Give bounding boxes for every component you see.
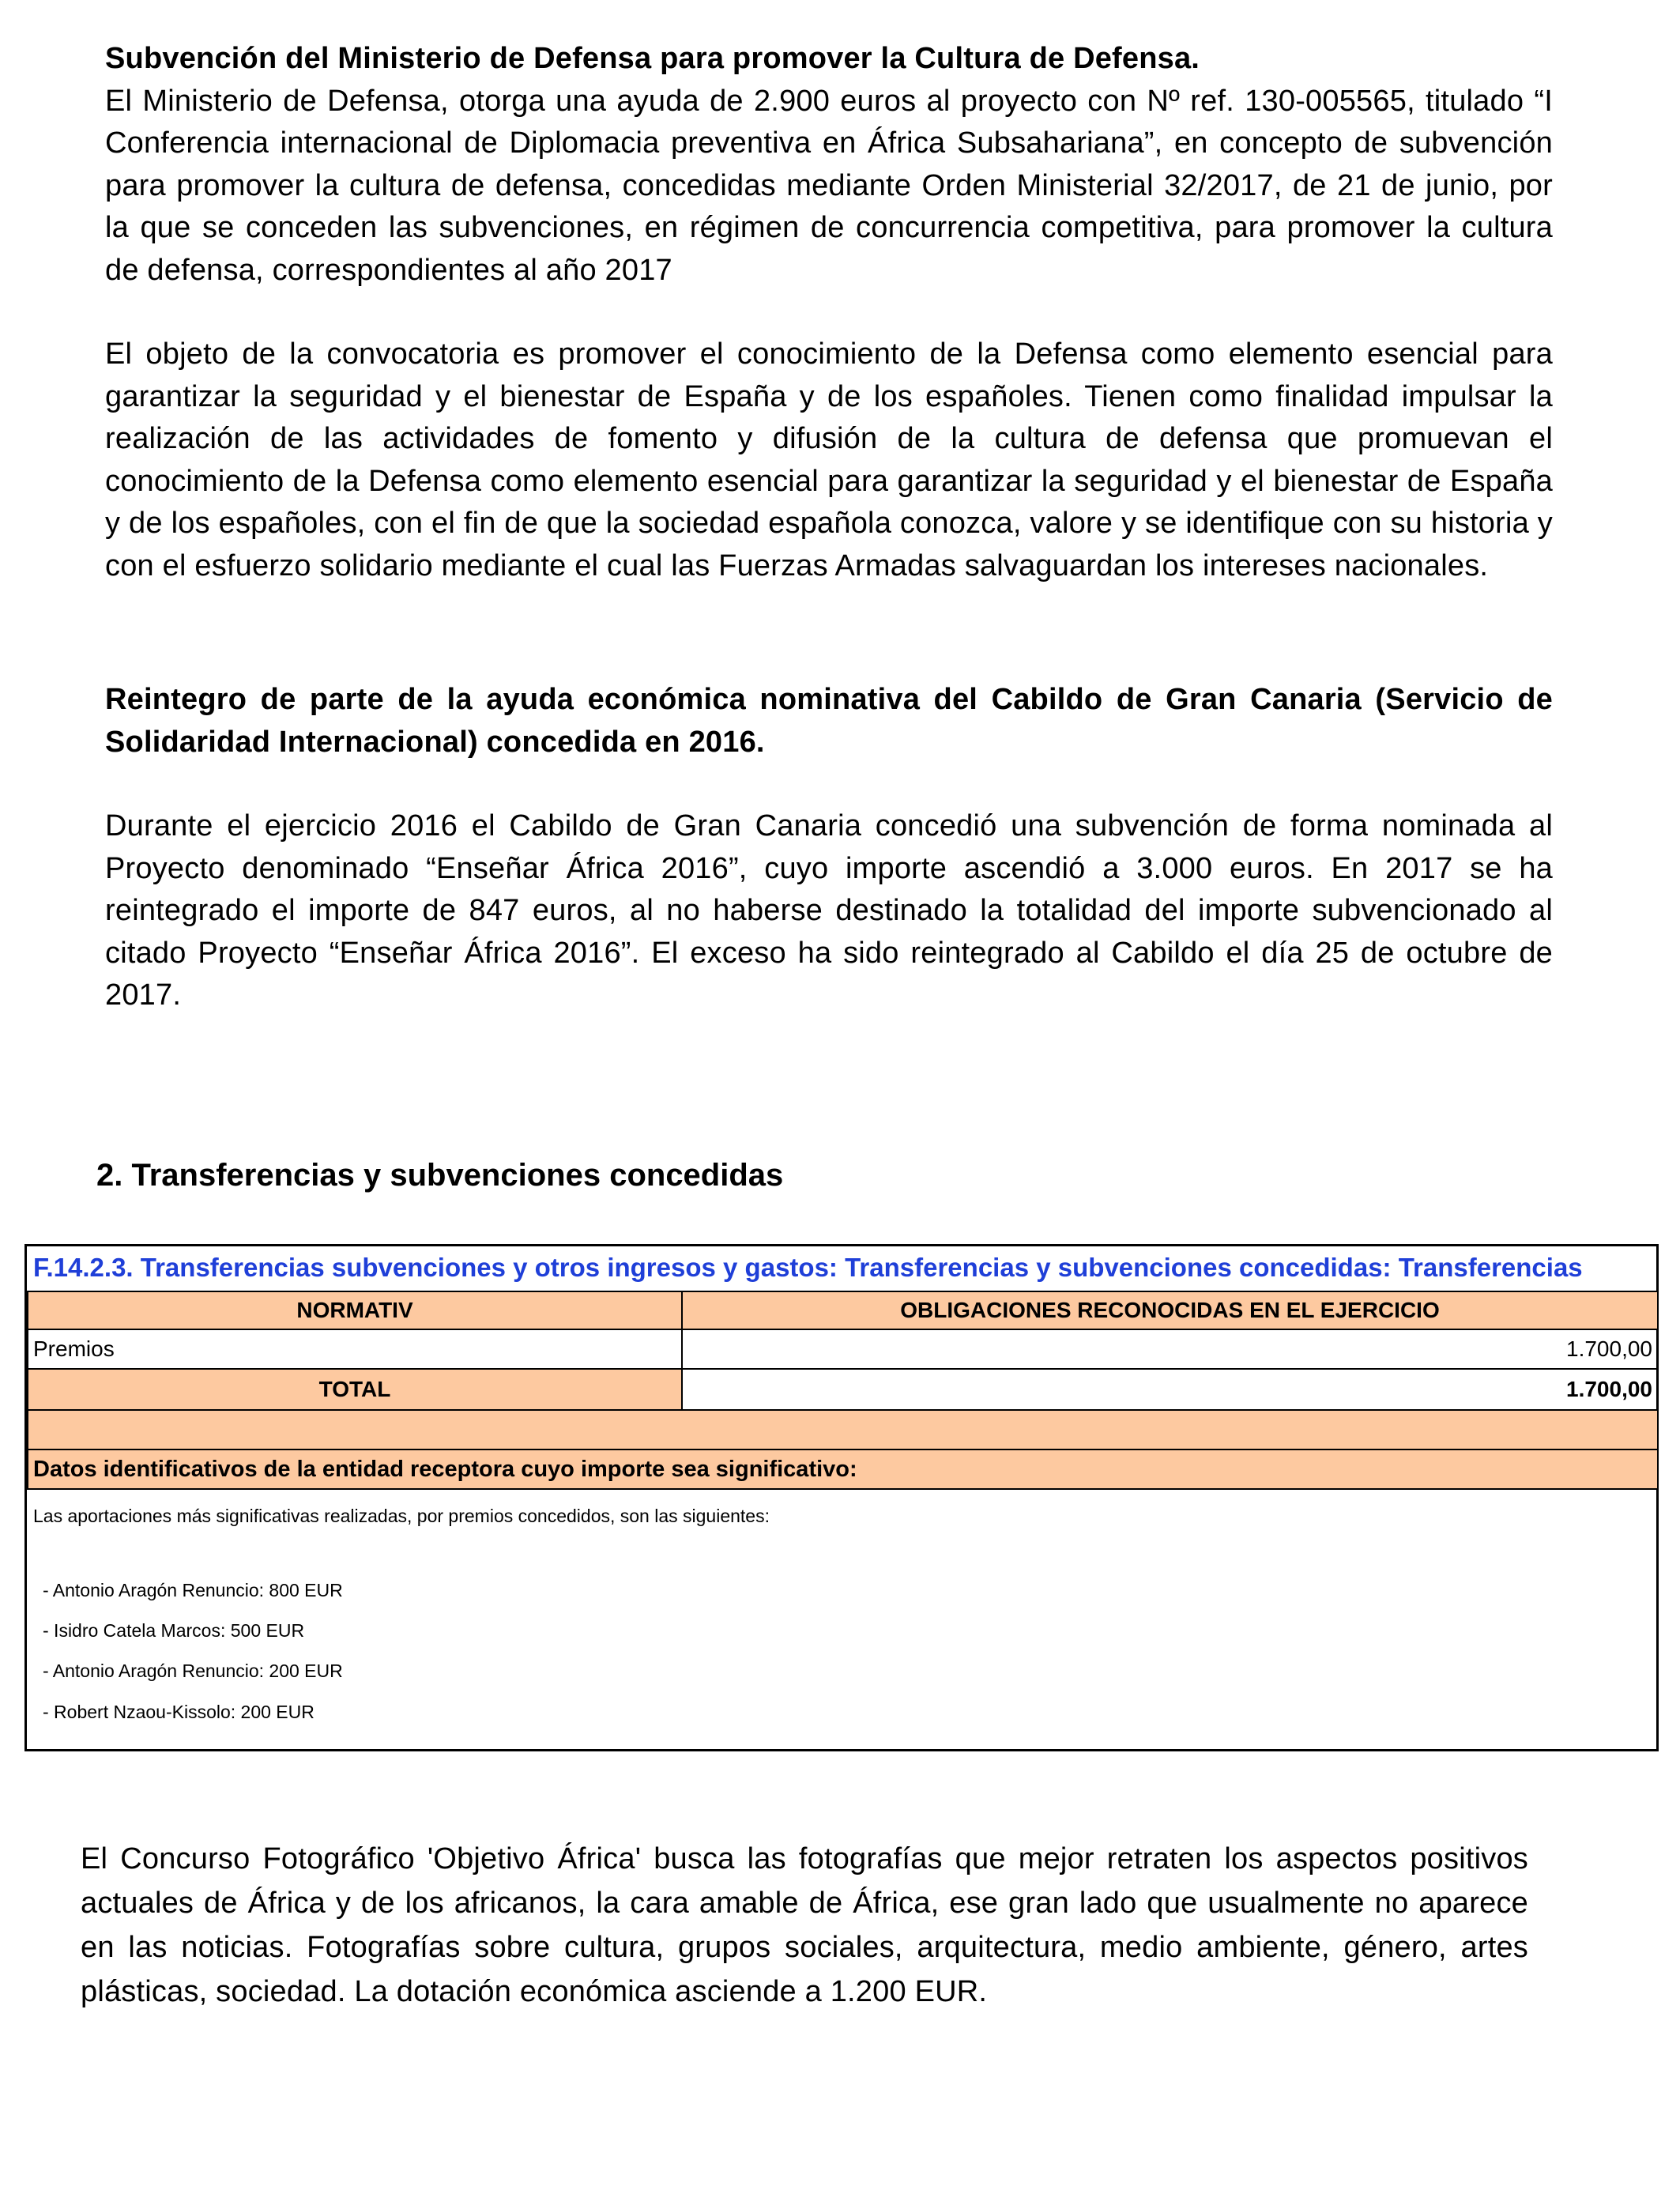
paragraph-ayuda: El Ministerio de Defensa, otorga una ayuda de 2.900 euros al proyecto con Nº ref. 130-005565, titulado “I Conferencia internacional de Diplomacia preventiva en África Subsahariana”, en concepto de subvención para promover la cultura de defensa, concedidas mediante Orden Ministerial 32/2017, de 21 de junio, por la que se conceden las subvenciones, en régimen de concurrencia competitiva, para promover la cultura de defensa, correspondientes al año 2017	[105, 84, 1553, 287]
transfer-table	[24, 1244, 1659, 1751]
table-caption: F.14.2.3. Transferencias subvenciones y otros ingresos y gastos: Transferencias y subvenciones concedidas: Transferencias	[33, 1253, 1583, 1282]
list-item: - Isidro Catela Marcos: 500 EUR	[43, 1620, 305, 1641]
list-item: - Antonio Aragón Renuncio: 800 EUR	[43, 1580, 343, 1600]
table-intro: Las aportaciones más significativas realizadas, por premios concedidos, son las siguientes:	[33, 1506, 770, 1526]
col-header-obligaciones: OBLIGACIONES RECONOCIDAS EN EL EJERCICIO	[681, 1291, 1659, 1330]
paragraph-objeto: El objeto de la convocatoria es promover el conocimiento de la Defensa como elemento esencial para garantizar la seguridad y el bienestar de España y de los españoles. Tienen como finalidad impulsar la realización de las actividades de fomento y difusión de la cultura de defensa que promuevan el conocimiento de la Defensa como elemento esencial para garantizar la seguridad y el bienestar de España y de los españoles, con el fin de que la sociedad española conozca, valore y se identifique con su historia y con el esfuerzo solidario mediante el cual las Fuerzas Armadas salvaguardan los intereses nacionales.	[105, 337, 1553, 582]
paragraph-reintegro: Durante el ejercicio 2016 el Cabildo de Gran Canaria concedió una subvención de forma nominada al Proyecto denominado “Enseñar África 2016”, cuyo importe ascendió a 3.000 euros. En 2017 se ha reintegrado el importe de 847 euros, al no haberse destinado la totalidad del importe subvencionado al citado Proyecto “Enseñar África 2016”. El exceso ha sido reintegrado al Cabildo el día 25 de octubre de 2017.	[105, 809, 1553, 1012]
empty-orange-row	[27, 1409, 1659, 1450]
paragraph-concurso: El Concurso Fotográfico 'Objetivo África' busca las fotografías que mejor retraten los aspectos positivos actuales de África y de los africanos, la cara amable de África, ese gran lado que usualmente no aparece en las noticias. Fotografías sobre cultura, grupos sociales, arquitectura, medio ambiente, género, artes plásticas, sociedad. La dotación económica asciende a 1.200 EUR.	[81, 1842, 1528, 2008]
list-item: - Antonio Aragón Renuncio: 200 EUR	[43, 1661, 343, 1681]
entity-header: Datos identificativos de la entidad receptora cuyo importe sea significativo:	[27, 1449, 1659, 1490]
section-defensa	[105, 38, 1553, 587]
section-concurso	[81, 1837, 1528, 2014]
heading-defensa: Subvención del Ministerio de Defensa para promover la Cultura de Defensa.	[105, 42, 1200, 75]
col-header-normativ: NORMATIV	[27, 1291, 683, 1330]
row-label-premios: Premios	[27, 1329, 683, 1370]
section-title: 2. Transferencias y subvenciones concedidas	[96, 1158, 784, 1193]
total-label: TOTAL	[27, 1368, 683, 1411]
row-value-premios: 1.700,00	[681, 1329, 1659, 1370]
section-reintegro	[105, 679, 1553, 1017]
heading-reintegro: Reintegro de parte de la ayuda económica nominativa del Cabildo de Gran Canaria (Servicio de Solidaridad Internacional) concedida en 2016.	[105, 683, 1553, 759]
total-value: 1.700,00	[681, 1368, 1659, 1411]
list-item: - Robert Nzaou-Kissolo: 200 EUR	[43, 1702, 315, 1722]
